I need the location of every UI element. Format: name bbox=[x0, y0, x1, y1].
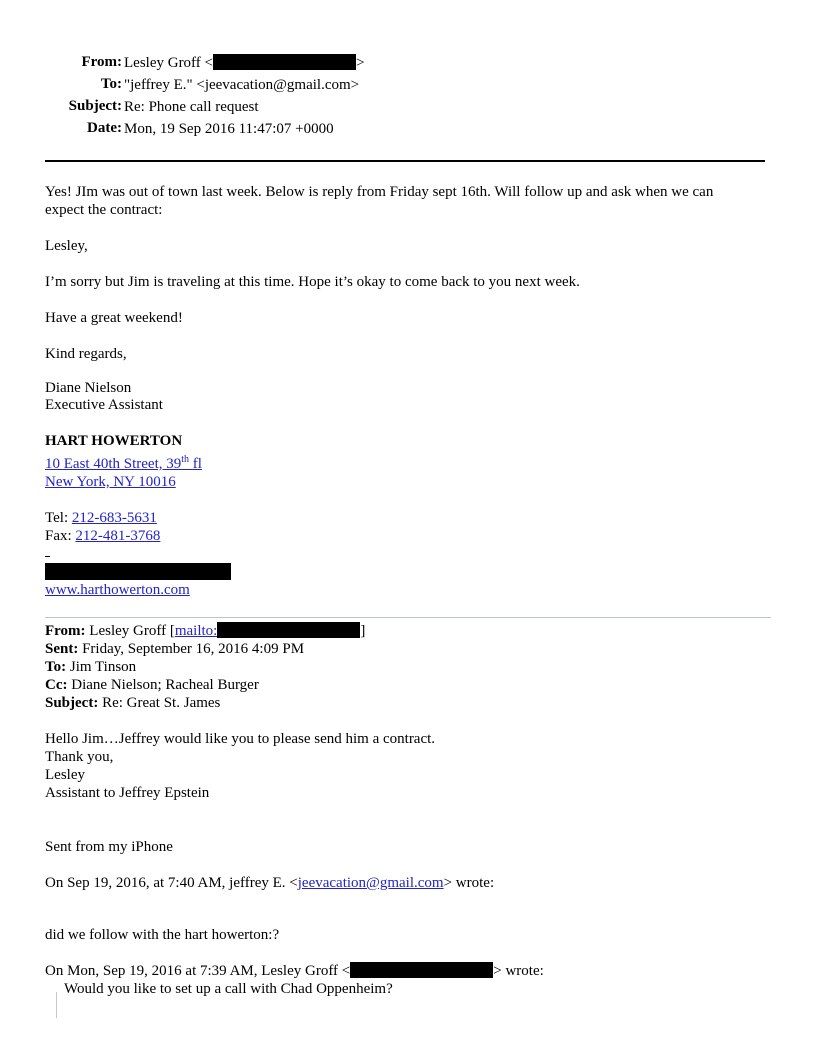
on2-wrote-prefix: On Mon, Sep 19, 2016 at 7:39 AM, Lesley Groff < bbox=[45, 963, 351, 979]
to-label: To: bbox=[100, 76, 122, 92]
from-value bbox=[124, 54, 364, 72]
from-close: > bbox=[356, 55, 365, 71]
from-name: Lesley Groff < bbox=[124, 55, 213, 71]
on2-wrote-suffix: > wrote: bbox=[493, 963, 544, 979]
jeevacation-link[interactable]: jeevacation@gmail.com bbox=[297, 875, 444, 891]
address-link-1[interactable] bbox=[45, 455, 202, 473]
fax-link[interactable]: 212-481-3768 bbox=[75, 528, 161, 544]
redacted-email bbox=[213, 54, 356, 70]
fax-line bbox=[45, 527, 160, 545]
fwd-sent-value: Friday, September 16, 2016 4:09 PM bbox=[78, 641, 305, 657]
weekend-line: Have a great weekend! bbox=[45, 310, 183, 326]
on2-wrote-line bbox=[45, 962, 544, 980]
fwd-cc-line bbox=[45, 676, 259, 694]
subject-label-row bbox=[0, 97, 122, 119]
fwd-from-line bbox=[45, 622, 365, 640]
tel-label: Tel: bbox=[45, 510, 72, 526]
small-dash bbox=[45, 556, 50, 557]
on-wrote-prefix: On Sep 19, 2016, at 7:40 AM, jeffrey E. < bbox=[45, 875, 298, 891]
date-label-row bbox=[0, 119, 122, 141]
sent-from-iphone: Sent from my iPhone bbox=[45, 839, 173, 855]
fwd-body-line-4: Assistant to Jeffrey Epstein bbox=[45, 785, 210, 801]
on2-redacted-email bbox=[350, 962, 493, 978]
on-wrote-line bbox=[45, 874, 494, 892]
address-ordinal: th bbox=[181, 454, 190, 465]
address-floor: fl bbox=[189, 456, 202, 472]
regards-line: Kind regards, bbox=[45, 346, 127, 362]
company-name: HART HOWERTON bbox=[45, 433, 183, 449]
tel-link[interactable]: 212-683-5631 bbox=[71, 510, 157, 526]
fwd-subject-label: Subject: bbox=[45, 695, 99, 711]
to-label-row bbox=[0, 75, 122, 97]
intro-line-1: Yes! JIm was out of town last week. Below is reply from Friday sept 16th. Will follow up and ask when we can bbox=[45, 184, 714, 200]
tel-line bbox=[45, 509, 157, 527]
fwd-to-label: To: bbox=[45, 659, 67, 675]
fwd-subject-value: Re: Great St. James bbox=[98, 695, 221, 711]
fwd-sent-label: Sent: bbox=[45, 641, 79, 657]
fwd-body-line-1: Hello Jim…Jeffrey would like you to please send him a contract. bbox=[45, 731, 436, 747]
quoted-line: Would you like to set up a call with Chad Oppenheim? bbox=[64, 981, 393, 997]
from-label: From: bbox=[81, 54, 122, 70]
fwd-body-line-2: Thank you, bbox=[45, 749, 114, 765]
redacted-block bbox=[45, 563, 231, 580]
website-link[interactable]: www.harthowerton.com bbox=[45, 582, 190, 598]
follow-up-line: did we follow with the hart howerton:? bbox=[45, 927, 280, 943]
quote-bar bbox=[56, 992, 57, 1018]
fwd-from-label: From: bbox=[45, 623, 86, 639]
on-wrote-suffix: > wrote: bbox=[443, 875, 495, 891]
sorry-line: I’m sorry but Jim is traveling at this time. Hope it’s okay to come back to you next week. bbox=[45, 274, 580, 290]
fax-label: Fax: bbox=[45, 528, 76, 544]
fwd-cc-label: Cc: bbox=[45, 677, 68, 693]
fwd-to-line bbox=[45, 658, 136, 676]
forward-divider bbox=[45, 617, 771, 618]
salutation: Lesley, bbox=[45, 238, 88, 254]
signature-title: Executive Assistant bbox=[45, 397, 163, 413]
fwd-mailto-link[interactable]: mailto: bbox=[174, 623, 218, 639]
fwd-to-value: Jim Tinson bbox=[66, 659, 137, 675]
from-label-row bbox=[0, 53, 122, 75]
subject-label: Subject: bbox=[68, 98, 122, 114]
date-value: Mon, 19 Sep 2016 11:47:07 +0000 bbox=[124, 121, 334, 137]
address-link-2[interactable]: New York, NY 10016 bbox=[45, 474, 176, 490]
fwd-redacted-email bbox=[217, 622, 360, 638]
fwd-cc-value: Diane Nielson; Racheal Burger bbox=[67, 677, 259, 693]
address-street: 10 East 40th Street, 39 bbox=[45, 456, 182, 472]
intro-line-2: expect the contract: bbox=[45, 202, 163, 218]
fwd-subject-line bbox=[45, 694, 220, 712]
header-divider bbox=[45, 160, 765, 162]
fwd-body-line-3: Lesley bbox=[45, 767, 85, 783]
fwd-from-close: ] bbox=[360, 623, 366, 639]
to-value: "jeffrey E." <jeevacation@gmail.com> bbox=[124, 77, 360, 93]
date-label: Date: bbox=[87, 120, 122, 136]
fwd-sent-line bbox=[45, 640, 304, 658]
fwd-from-name: Lesley Groff [ bbox=[85, 623, 175, 639]
signature-name: Diane Nielson bbox=[45, 380, 132, 396]
subject-value: Re: Phone call request bbox=[124, 99, 259, 115]
